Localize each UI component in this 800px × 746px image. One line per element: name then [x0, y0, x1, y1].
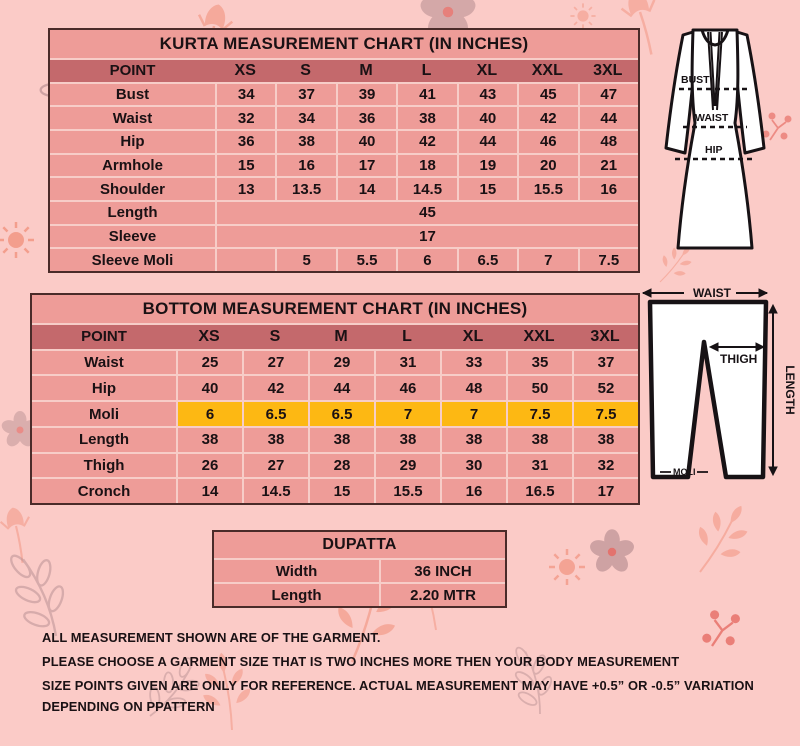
value-cell: 28 — [308, 454, 374, 478]
row-label: Width — [275, 562, 318, 580]
table-title: BOTTOM MEASUREMENT CHART (IN INCHES) — [142, 299, 528, 318]
merged-value-cell: 45 — [215, 202, 638, 224]
value-cell: 38 — [396, 107, 456, 129]
value-cell: 30 — [440, 454, 506, 478]
value-cell: 42 — [517, 107, 577, 129]
value-cell: 27 — [242, 351, 308, 375]
value-cell: 17 — [572, 479, 638, 503]
header-cell: XXL — [531, 61, 563, 79]
note-choose-size: PLEASE CHOOSE A GARMENT SIZE THAT IS TWO INCHES MORE THEN YOUR BODY MEASUREMENT — [42, 654, 680, 669]
value-cell: 7 — [374, 402, 440, 426]
value-cell: 45 — [517, 84, 577, 106]
table-row — [50, 153, 638, 177]
kurta-waist-label: WAIST — [695, 112, 729, 124]
kurta-measurement-table — [48, 28, 640, 273]
value-cell: 32 — [215, 107, 275, 129]
value-cell: 14 — [176, 479, 242, 503]
value-cell: 16 — [275, 155, 335, 177]
value-cell: 6.5 — [457, 249, 517, 271]
value-cell: 31 — [506, 454, 572, 478]
header-cell: L — [421, 61, 432, 79]
value-cell: 21 — [578, 155, 638, 177]
table-row — [32, 400, 638, 426]
pant-diagram — [638, 278, 798, 506]
value-cell: 36 INCH — [379, 560, 505, 582]
value-cell: 44 — [308, 376, 374, 400]
value-cell: 36 — [215, 131, 275, 153]
table-row — [50, 105, 638, 129]
value-cell: 39 — [336, 84, 396, 106]
header-cell: XL — [476, 61, 498, 79]
merged-value-cell: 17 — [215, 226, 638, 248]
value-cell: 50 — [506, 376, 572, 400]
value-cell: 31 — [374, 351, 440, 375]
value-cell: 42 — [396, 131, 456, 153]
table-row — [50, 82, 638, 106]
value-cell: 15 — [457, 178, 517, 200]
row-label: Waist — [112, 109, 153, 127]
table-row — [32, 452, 638, 478]
value-cell: 52 — [572, 376, 638, 400]
row-label: Sleeve — [108, 228, 157, 246]
value-cell: 20 — [517, 155, 577, 177]
value-cell: 15.5 — [517, 178, 577, 200]
value-cell: 40 — [176, 376, 242, 400]
value-cell: 16 — [440, 479, 506, 503]
value-cell: 46 — [517, 131, 577, 153]
value-cell: 6.5 — [242, 402, 308, 426]
header-cell: XS — [234, 61, 256, 79]
value-cell: 25 — [176, 351, 242, 375]
header-cell: XXL — [523, 327, 555, 345]
bottom-measurement-table — [30, 293, 640, 505]
value-cell: 44 — [457, 131, 517, 153]
value-cell: 35 — [506, 351, 572, 375]
value-cell: 38 — [374, 428, 440, 452]
value-cell: 38 — [275, 131, 335, 153]
row-label: Length — [107, 204, 158, 222]
value-cell: 16.5 — [506, 479, 572, 503]
kurta-diagram — [645, 20, 795, 267]
value-cell: 14 — [336, 178, 396, 200]
kurta-hip-label: HIP — [705, 144, 723, 156]
value-cell: 44 — [578, 107, 638, 129]
row-label: Bust — [115, 86, 150, 103]
header-cell: POINT — [109, 62, 156, 80]
row-label: Length — [79, 431, 129, 449]
row-label: Hip — [91, 379, 117, 397]
value-cell: 29 — [374, 454, 440, 478]
table-title: DUPATTA — [322, 536, 397, 553]
value-cell: 16 — [578, 178, 638, 200]
row-label: Sleeve Moli — [91, 251, 174, 269]
kurta-left-sleeve — [666, 32, 695, 153]
value-cell: 27 — [242, 454, 308, 478]
value-cell: 47 — [578, 84, 638, 106]
value-cell: 6.5 — [308, 402, 374, 426]
row-label: Waist — [84, 354, 124, 372]
value-cell: 15 — [215, 155, 275, 177]
value-cell: 40 — [457, 107, 517, 129]
value-cell: 17 — [336, 155, 396, 177]
value-cell: 41 — [396, 84, 456, 106]
value-cell: 48 — [440, 376, 506, 400]
row-label: Thigh — [83, 456, 125, 474]
length-arrow-bottom-head — [769, 467, 777, 475]
value-cell: 6 — [176, 402, 242, 426]
value-cell: 7.5 — [572, 402, 638, 426]
dupatta-table — [212, 530, 507, 608]
value-cell: 15 — [308, 479, 374, 503]
value-cell: 34 — [275, 107, 335, 129]
table-row — [50, 224, 638, 248]
header-cell: XS — [198, 327, 220, 345]
waist-arrow-left-head — [643, 289, 651, 297]
pant-outline — [650, 302, 766, 477]
value-cell: 5 — [275, 249, 335, 271]
length-arrow-top-head — [769, 305, 777, 313]
row-label: Shoulder — [99, 180, 165, 198]
value-cell: 38 — [176, 428, 242, 452]
value-cell: 13.5 — [275, 178, 335, 200]
row-label: Moli — [89, 405, 119, 423]
row-label: Armhole — [102, 157, 163, 175]
table-row — [32, 374, 638, 400]
value-cell: 38 — [572, 428, 638, 452]
value-cell: 7.5 — [506, 402, 572, 426]
value-cell: 48 — [578, 131, 638, 153]
table-row — [50, 247, 638, 271]
value-cell: 38 — [440, 428, 506, 452]
value-cell: 29 — [308, 351, 374, 375]
value-cell: 19 — [457, 155, 517, 177]
value-cell: 2.20 MTR — [379, 584, 505, 606]
value-cell: 7 — [440, 402, 506, 426]
pant-length-label: LENGTH — [783, 365, 797, 415]
value-cell: 37 — [572, 351, 638, 375]
table-title: KURTA MEASUREMENT CHART (IN INCHES) — [159, 34, 529, 53]
value-cell: 26 — [176, 454, 242, 478]
header-cell: POINT — [81, 328, 127, 346]
header-cell: XL — [462, 327, 484, 345]
value-cell: 46 — [374, 376, 440, 400]
value-cell: 14.5 — [396, 178, 456, 200]
value-cell: 38 — [506, 428, 572, 452]
value-cell: 34 — [215, 84, 275, 106]
value-cell: 43 — [457, 84, 517, 106]
notes-section — [42, 627, 790, 720]
row-label: Length — [271, 586, 322, 604]
pant-thigh-label: THIGH — [720, 352, 758, 366]
value-cell: 5.5 — [336, 249, 396, 271]
value-cell: 18 — [396, 155, 456, 177]
table-row — [50, 200, 638, 224]
kurta-right-sleeve — [735, 32, 764, 153]
value-cell: 38 — [308, 428, 374, 452]
value-cell: 13 — [215, 178, 275, 200]
table-row — [214, 558, 505, 582]
header-cell: M — [334, 327, 348, 345]
table-header-row — [32, 323, 638, 349]
value-cell: 38 — [242, 428, 308, 452]
value-cell: 6 — [396, 249, 456, 271]
value-cell: 7.5 — [578, 249, 638, 271]
table-row — [50, 129, 638, 153]
table-row — [50, 176, 638, 200]
pant-waist-label: WAIST — [693, 286, 731, 300]
header-cell: S — [300, 61, 311, 79]
table-row — [32, 477, 638, 503]
table-row — [214, 582, 505, 606]
kurta-bust-label: BUST — [681, 74, 710, 86]
value-cell: 42 — [242, 376, 308, 400]
pant-moli-label: MOLI — [673, 467, 696, 477]
value-cell: 40 — [336, 131, 396, 153]
note-variation: SIZE POINTS GIVEN ARE ONLY FOR REFERENCE. ACTUAL MEASUREMENT MAY HAVE +0.5” OR -0.5” VARIATION DEPENDING ON PPATTERN — [42, 678, 754, 714]
table-header-row — [50, 58, 638, 82]
value-cell: 7 — [517, 249, 577, 271]
header-cell: 3XL — [590, 327, 620, 345]
note-garment-measurement: ALL MEASUREMENT SHOWN ARE OF THE GARMENT. — [42, 630, 381, 645]
value-cell: 15.5 — [374, 479, 440, 503]
table-row — [32, 349, 638, 375]
value-cell: 32 — [572, 454, 638, 478]
value-cell: 37 — [275, 84, 335, 106]
value-cell: 33 — [440, 351, 506, 375]
table-row — [32, 426, 638, 452]
row-label: Cronch — [77, 482, 131, 500]
header-cell: S — [269, 327, 281, 345]
waist-arrow-right-head — [759, 289, 767, 297]
row-label: Hip — [120, 133, 145, 151]
header-cell: M — [359, 61, 373, 79]
value-cell — [215, 249, 275, 271]
header-cell: L — [402, 327, 412, 345]
value-cell: 14.5 — [242, 479, 308, 503]
value-cell: 36 — [336, 107, 396, 129]
header-cell: 3XL — [593, 61, 623, 79]
